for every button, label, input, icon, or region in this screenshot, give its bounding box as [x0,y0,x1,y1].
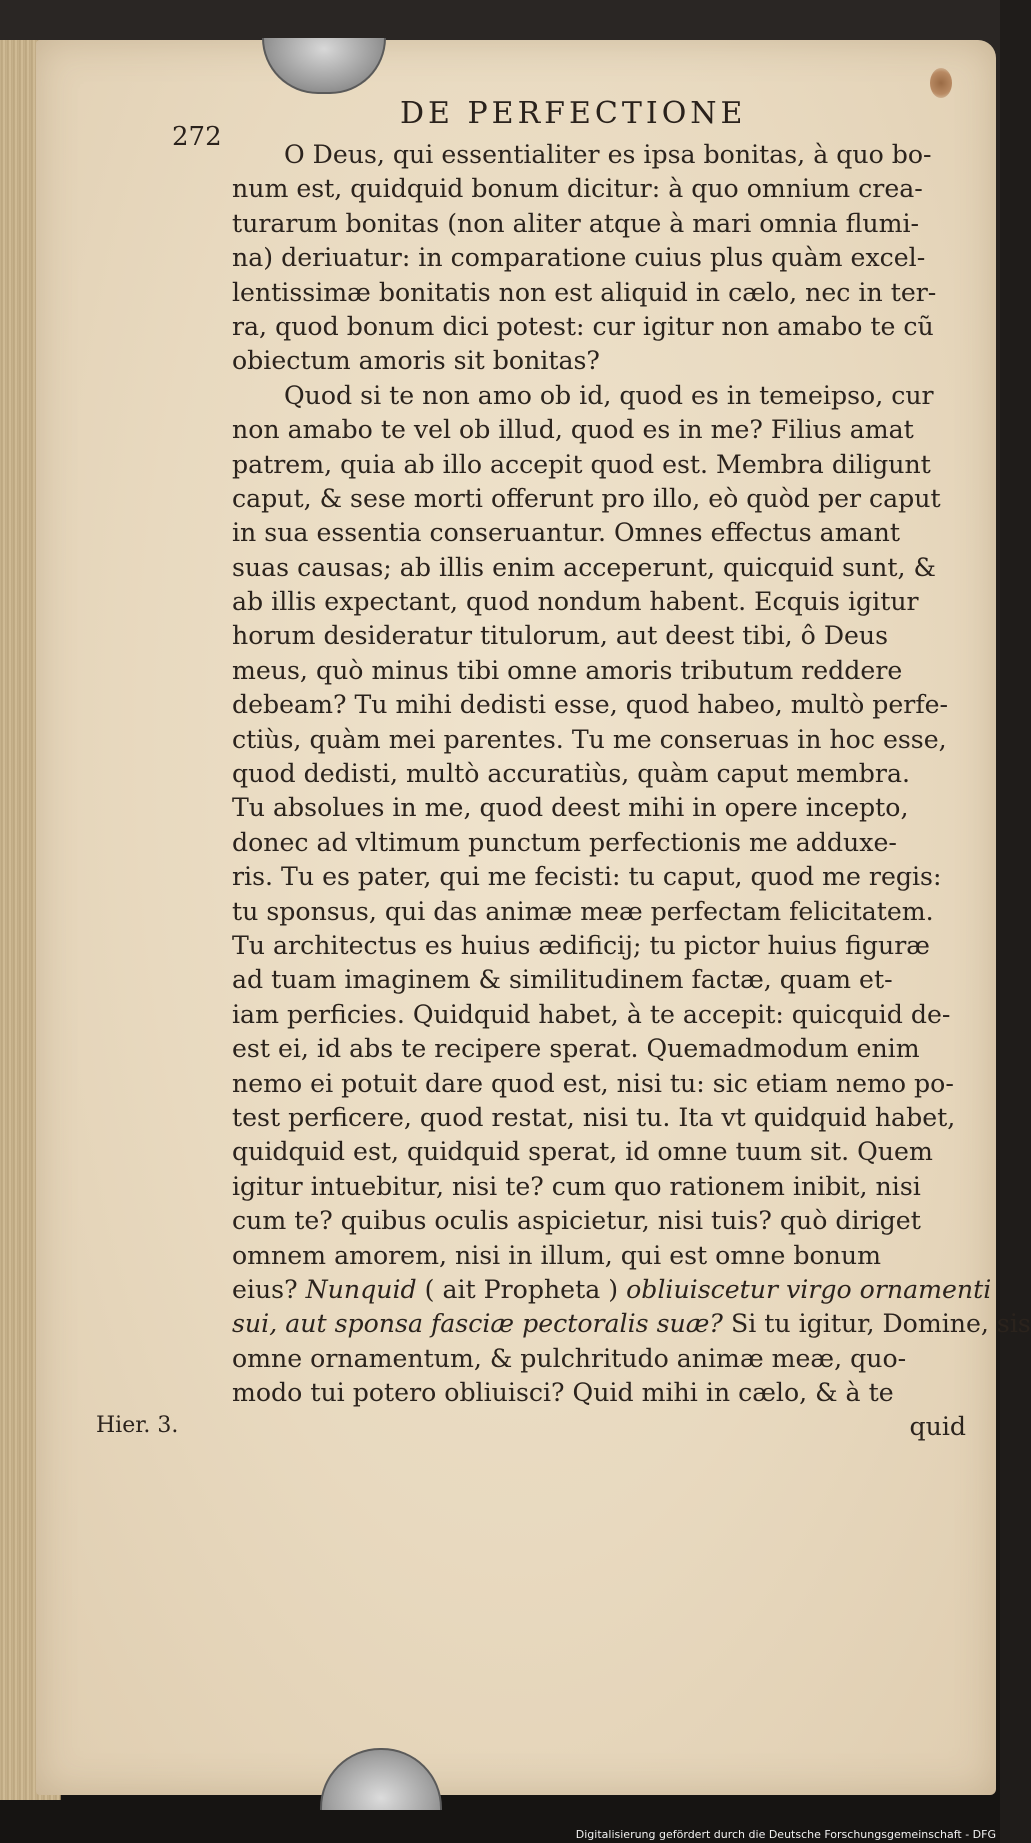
text-line: ad tuam imaginem & similitudinem factæ, quam et- [232,965,893,995]
text-fragment: Si tu igitur, Domine, sis [722,1309,1031,1339]
text-line: ctiùs, quàm mei parentes. Tu me conseruas in hoc esse, [232,724,947,754]
body-text [232,138,1031,1445]
text-line: est ei, id abs te recipere sperat. Quemadmodum enim [232,1034,920,1064]
text-line: tu sponsus, qui das animæ meæ perfectam felicitatem. [232,896,934,926]
text-line: debeam? Tu mihi dedisti esse, quod habeo, multò perfe- [232,690,949,720]
text-line: non amabo te vel ob illud, quod es in me? Filius amat [232,415,914,445]
text-line: patrem, quia ab illo accepit quod est. Membra diligunt [232,449,931,479]
margin-note: Hier. 3. [96,1413,179,1438]
text-line: donec ad vltimum punctum perfectionis me adduxe- [232,827,897,857]
text-line-quote-start [232,1273,992,1307]
text-line: turarum bonitas (non aliter atque à mari omnia flumi- [232,208,920,238]
digitization-credit: Digitalisierung gefördert durch die Deutsche Forschungsgemeinschaft - DFG [575,1828,996,1841]
text-line: lentissimæ bonitatis non est aliquid in cælo, nec in ter- [232,277,937,307]
text-line: modo tui potero obliuisci? Quid mihi in cælo, & à te [232,1378,894,1408]
text-line: quidquid est, quidquid sperat, id omne tuum sit. Quem [232,1137,933,1167]
text-line: Quod si te non amo ob id, quod es in temeipso, cur [284,380,934,410]
text-line: horum desideratur titulorum, aut deest tibi, ô Deus [232,621,889,651]
text-line: ab illis expectant, quod nondum habent. Ecquis igitur [232,587,919,617]
text-line: ris. Tu es pater, qui me fecisti: tu caput, quod me regis: [232,862,942,892]
page-number: 272 [172,122,222,152]
catchword: quid [909,1412,966,1442]
paper-stain [930,68,952,98]
text-line: na) deriuatur: in comparatione cuius plus quàm excel- [232,243,926,273]
text-line: num est, quidquid bonum dicitur: à quo omnium crea- [232,174,923,204]
text-line: O Deus, qui essentialiter es ipsa bonitas, à quo bo- [284,140,932,169]
scripture-quote: sui, aut sponsa fasciæ pectoralis suæ? [232,1309,723,1339]
text-line: igitur intuebitur, nisi te? cum quo rationem inibit, nisi [232,1171,921,1201]
text-line: nemo ei potuit dare quod est, nisi tu: sic etiam nemo po- [232,1068,954,1098]
text-line: Tu architectus es huius ædificij; tu pictor huius figuræ [232,930,930,960]
text-line: suas causas; ab illis enim acceperunt, quicquid sunt, & [232,552,936,582]
text-line: iam perficies. Quidquid habet, à te accepit: quicquid de- [232,999,951,1029]
text-line: in sua essentia conseruantur. Omnes effectus amant [232,518,900,548]
text-line: Tu absolues in me, quod deest mihi in opere incepto, [232,793,909,823]
text-line: test perficere, quod restat, nisi tu. Ita vt quidquid habet, [232,1102,956,1132]
text-line-quote-end [232,1307,1031,1341]
text-line: quod dedisti, multò accuratiùs, quàm caput membra. [232,759,910,789]
running-head: DE PERFECTIONE [400,96,747,131]
text-line: obiectum amoris sit bonitas? [232,346,600,376]
text-line: caput, & sese morti offerunt pro illo, eò quòd per caput [232,483,941,513]
text-line: cum te? quibus oculis aspicietur, nisi tuis? quò diriget [232,1206,921,1236]
text-line: ra, quod bonum dici potest: cur igitur non amabo te cũ [232,311,934,341]
scripture-quote: obliuiscetur virgo ornamenti [626,1274,992,1304]
quote-intro: Nunquid [297,1274,417,1304]
quote-attribution: ( ait Propheta ) [416,1274,627,1304]
text-line: omnem amorem, nisi in illum, qui est omne bonum [232,1240,881,1270]
text-line: meus, quò minus tibi omne amoris tributum reddere [232,655,903,685]
text-line: omne ornamentum, & pulchritudo animæ meæ, quo- [232,1343,907,1373]
text-fragment: eius? [232,1274,298,1304]
